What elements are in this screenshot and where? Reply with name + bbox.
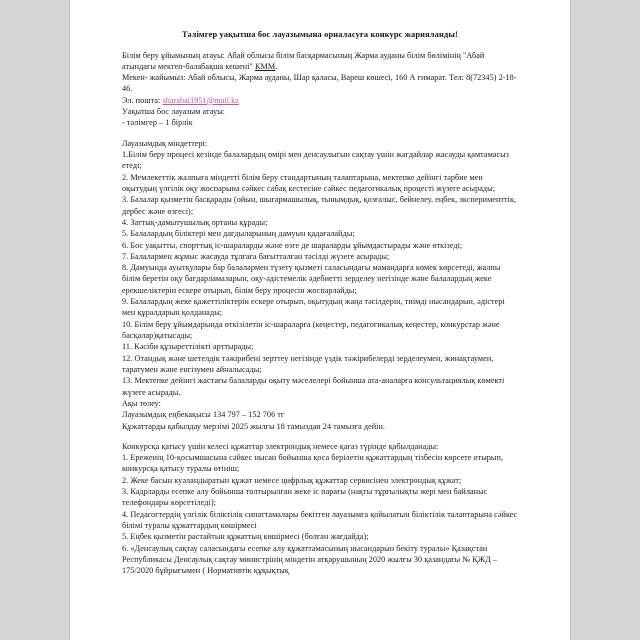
vacancy-item: - тәлімгер – 1 бірлік xyxy=(122,118,193,128)
payment-section xyxy=(122,398,518,432)
organization-label: Білім беру ұйымының атауы: xyxy=(122,50,225,60)
document-page xyxy=(70,0,570,640)
email-link[interactable]: sharabai1951@mail.kz xyxy=(162,95,239,105)
list-item: 6. «Денсаулық сақтау саласындағы есепке алу құжаттамасының нысандарын бекіту туралы» Қазақстан Республикасы Денсаулық сақтау министрінің міндетін атқарушының 2020 жылғы 30 қазандағы № ҚЖД – 175/2020 бұйрығымен ( Нормативтік құқықтық xyxy=(122,543,498,576)
list-item: 6. Бос уақытты, спорттық іс-шараларды және өзге де шараларды ұйымдастырады және өткізеді; xyxy=(122,240,463,250)
address-line xyxy=(122,72,518,95)
organization-block xyxy=(122,50,518,73)
list-item: 2. Мемлекеттік жалпыға міндетті білім беру стандартының талаптарына, мектепке дейінгі тәрбие мен оқытудың үлгілік оқу жоспарына сәйкес сабақ кестесіне сәйкес педагогикалық процесті жүзеге асырады; xyxy=(122,172,496,193)
organization-value: Абай облысы білім басқармасының Жарма ауданы білім бөлімінің "Абай атындағы мектеп-балабақша кешені" xyxy=(122,50,485,71)
list-item: 1.Білім беру процесі кезінде балалардың өмірі мен денсаулығын сақтау үшін жағдайлар жасауды қамтамасыз етеді; xyxy=(122,150,509,171)
list-item: 2. Жеке басын куәландыратын құжат немесе цифрлық құжаттар сервисінен электрондық құжат; xyxy=(122,475,462,485)
list-item: 10. Білім беру ұйымдарында өткізілетін іс-шараларға (кеңестер, педагогикалық кеңестер, конкурстар және басқалар)қатысады; xyxy=(122,319,500,340)
organization-line xyxy=(122,50,518,73)
duties-heading: Лауазымдық міндеттері: xyxy=(122,138,208,148)
list-item: 8. Дамуында ауытқулары бар балалармен түзету қызметі саласындағы мамандарға көмек көрсетеді, жалпы білім беретін оқу бағдарламаларын, оқу-әдістемелік әдебиетті зерделеу негізінде және балалардың жеке ерекшеліктерін ескере отырып, білім беру процесін жоспарлайды; xyxy=(122,263,501,295)
vacancy-label: Уақытша бос лауазым атауы: xyxy=(122,107,225,117)
list-item: 1. Ереженің 10-қосымшасына сәйкес нысан бойынша қоса берілетін құжаттардың тізбесін көрсете отырып, конкурсқа қатысу туралы өтініш; xyxy=(122,453,503,474)
documents-intro: Конкурсқа қатысу үшін келесі құжаттар электрондық немесе қағаз түрінде қабылданады: xyxy=(122,441,439,451)
list-item: 4. Педагогтердің үлгілік біліктілік сипаттамалары бекітген лауазымға қойылатын біліктілік талаптарына сәйкес білімі туралы құжаттардың көшірмесі xyxy=(122,509,518,530)
duties-section xyxy=(122,138,518,398)
address-label: Мекен- жайымыз: xyxy=(122,73,186,83)
email-line xyxy=(122,95,518,106)
list-item: 5. Балалардың біліктері мен дағдыларының дамуын қадағалайды; xyxy=(122,229,355,239)
list-item: 11. Кәсіби құзыреттілікті арттырады; xyxy=(122,342,254,352)
payment-heading: Ақы төлеу: xyxy=(122,398,161,408)
page-title: Тәлімгер уақытша бос лауазымына орналасуға конкурс жарияланды! xyxy=(182,30,458,39)
list-item: 9. Балалардың жеке қажеттіліктерін ескере отырып, оқытудың жаңа тәсілдерін, тиімді нысандарын, әдістері мен құралдарын қолданады; xyxy=(122,297,505,318)
email-label: Эл. пошта: xyxy=(122,95,161,105)
address-block xyxy=(122,72,518,95)
list-item: 4. Заттық-дамытушылық ортаны құрады; xyxy=(122,217,268,227)
list-item: 12. Отандық және шетелдік тәжірибені зерттеу негізінде үздік тәжірибелерді зерделеумен, жинақтаумен, таратумен және енгізумен айналысады; xyxy=(122,353,494,374)
organization-period: . xyxy=(275,61,278,71)
list-item: 5. Еңбек қызметін растайтын құжаттың көшірмесі (болған жағдайда); xyxy=(122,532,369,542)
address-value: Абай облысы, Жарма ауданы, Шар қаласы, Вареш көшесі, 160 А ғимарат. Тел: 8(72345) 2-18-46. xyxy=(122,73,517,94)
salary-line: Лауазымдық еңбекақысы 134 797 – 152 706 тг xyxy=(122,410,285,420)
list-item: 3. Кадрларды есепке алу бойынша толтырылған жеке іс парағы (нақты тұрғылықты жері мен байланыс телефондары көрсетіледі); xyxy=(122,487,488,508)
documents-section xyxy=(122,441,518,577)
organization-legal-form: КММ xyxy=(255,61,276,71)
email-block xyxy=(122,95,518,106)
deadline-line: Құжаттарды қабылдау мерзімі 2025 жылғы 18 тамыздан 24 тамызға дейін. xyxy=(122,421,386,431)
vacancy-block xyxy=(122,106,518,129)
list-item: 7. Балалармен жұмыс жасауда тұлғаға бағытталған тәсілді жүзеге асырады; xyxy=(122,251,390,261)
list-item: 13. Мектепке дейінгі жастағы балаларды оқыту мәселелері бойынша ата-аналарға консультациялық көмекті жүзеге асырады. xyxy=(122,376,505,397)
list-item: 3. Балалар қызметін басқарады (ойын, шығармашылық, тынымдық, қозғалыс, бейнелеу, еңбек, эксперименттік, дербес және өзгесі); xyxy=(122,195,517,216)
